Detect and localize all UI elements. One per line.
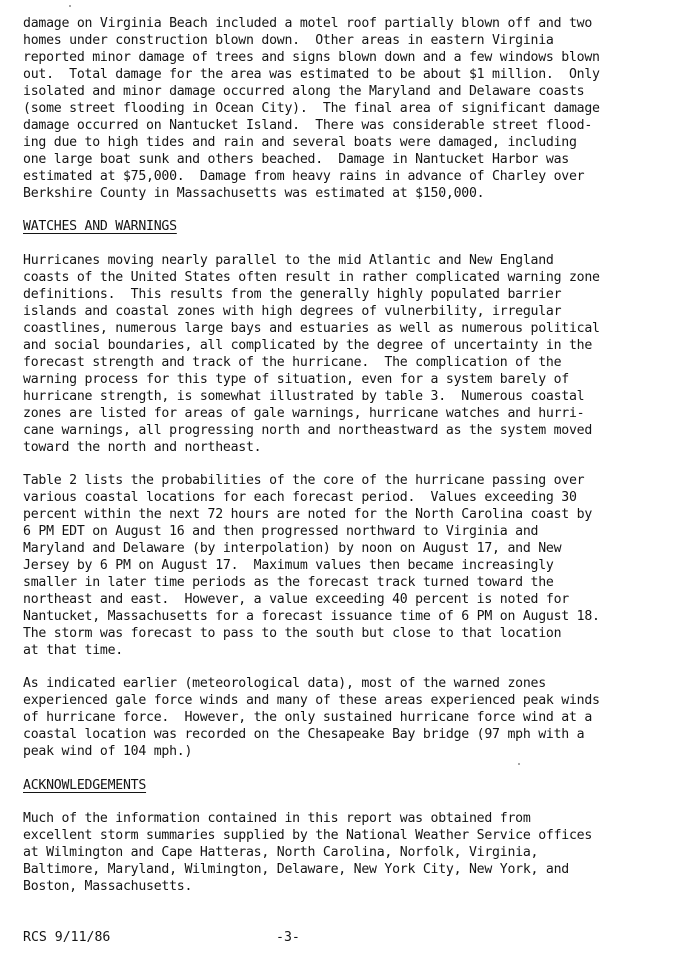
text-line: cane warnings, all progressing north and northeastward as the system moved [23,423,593,438]
text-line: of hurricane force. However, the only sustained hurricane force wind at a [23,710,593,725]
text-line: at Wilmington and Cape Hatteras, North Carolina, Norfolk, Virginia, [23,845,539,860]
text-line: Boston, Massachusetts. [23,879,193,894]
text-line: smaller in later time periods as the forecast track turned toward the [23,575,554,590]
text-line: experienced gale force winds and many of these areas experienced peak winds [23,693,600,708]
footer-page-number: -3- [276,930,300,945]
text-line: Hurricanes moving nearly parallel to the mid Atlantic and New England [23,253,554,268]
text-line: Maryland and Delaware (by interpolation) by noon on August 17, and New [23,541,562,556]
watches-paragraph-2 [23,472,600,659]
scan-speck [69,5,71,7]
text-line: toward the north and northeast. [23,440,262,455]
text-line: (some street flooding in Ocean City). The final area of significant damage [23,101,600,116]
text-line: coastlines, numerous large bays and estuaries as well as numerous political [23,321,600,336]
text-line: percent within the next 72 hours are noted for the North Carolina coast by [23,507,593,522]
text-line: ing due to high tides and rain and several boats were damaged, including [23,135,577,150]
text-line: islands and coastal zones with high degrees of vulnerbility, irregular [23,304,562,319]
text-line: and social boundaries, all complicated by the degree of uncertainty in the [23,338,593,353]
text-line: homes under construction blown down. Other areas in eastern Virginia [23,33,554,48]
watches-paragraph-3 [23,675,600,760]
text-line: isolated and minor damage occurred along the Maryland and Delaware coasts [23,84,585,99]
text-line: coasts of the United States often result in rather complicated warning zone [23,270,600,285]
text-line: forecast strength and track of the hurricane. The complication of the [23,355,562,370]
text-line: reported minor damage of trees and signs blown down and a few windows blown [23,50,600,65]
text-line: out. Total damage for the area was estimated to be about $1 million. Only [23,67,600,82]
text-line: Jersey by 6 PM on August 17. Maximum values then became increasingly [23,558,554,573]
footer-author-date: RCS 9/11/86 [23,930,111,945]
text-line: damage on Virginia Beach included a motel roof partially blown off and two [23,16,593,31]
text-line: zones are listed for areas of gale warnings, hurricane watches and hurri- [23,406,585,421]
text-line: excellent storm summaries supplied by the National Weather Service offices [23,828,593,843]
text-line: definitions. This results from the generally highly populated barrier [23,287,562,302]
text-line: hurricane strength, is somewhat illustrated by table 3. Numerous coastal [23,389,585,404]
text-line: estimated at $75,000. Damage from heavy rains in advance of Charley over [23,169,585,184]
text-line: northeast and east. However, a value exceeding 40 percent is noted for [23,592,569,607]
text-line: Nantucket, Massachusetts for a forecast issuance time of 6 PM on August 18. [23,609,600,624]
text-line: coastal location was recorded on the Chesapeake Bay bridge (97 mph with a [23,727,585,742]
text-line: Table 2 lists the probabilities of the core of the hurricane passing over [23,473,585,488]
text-line: warning process for this type of situation, even for a system barely of [23,372,569,387]
intro-paragraph [23,15,600,202]
section-heading-watches-and-warnings: WATCHES AND WARNINGS [23,219,177,234]
text-line: The storm was forecast to pass to the south but close to that location [23,626,562,641]
text-line: Much of the information contained in this report was obtained from [23,811,531,826]
text-line: Baltimore, Maryland, Wilmington, Delaware, New York City, New York, and [23,862,569,877]
section-heading-acknowledgements: ACKNOWLEDGEMENTS [23,778,147,793]
text-line: damage occurred on Nantucket Island. There was considerable street flood- [23,118,593,133]
text-line: Berkshire County in Massachusetts was estimated at $150,000. [23,186,485,201]
scan-speck [518,763,520,765]
text-line: various coastal locations for each forecast period. Values exceeding 30 [23,490,577,505]
watches-paragraph-1 [23,252,600,456]
acknowledgements-paragraph [23,810,592,895]
text-line: one large boat sunk and others beached. Damage in Nantucket Harbor was [23,152,569,167]
text-line: peak wind of 104 mph.) [23,744,193,759]
text-line: 6 PM EDT on August 16 and then progressed northward to Virginia and [23,524,539,539]
text-line: at that time. [23,643,123,658]
text-line: As indicated earlier (meteorological data), most of the warned zones [23,676,546,691]
